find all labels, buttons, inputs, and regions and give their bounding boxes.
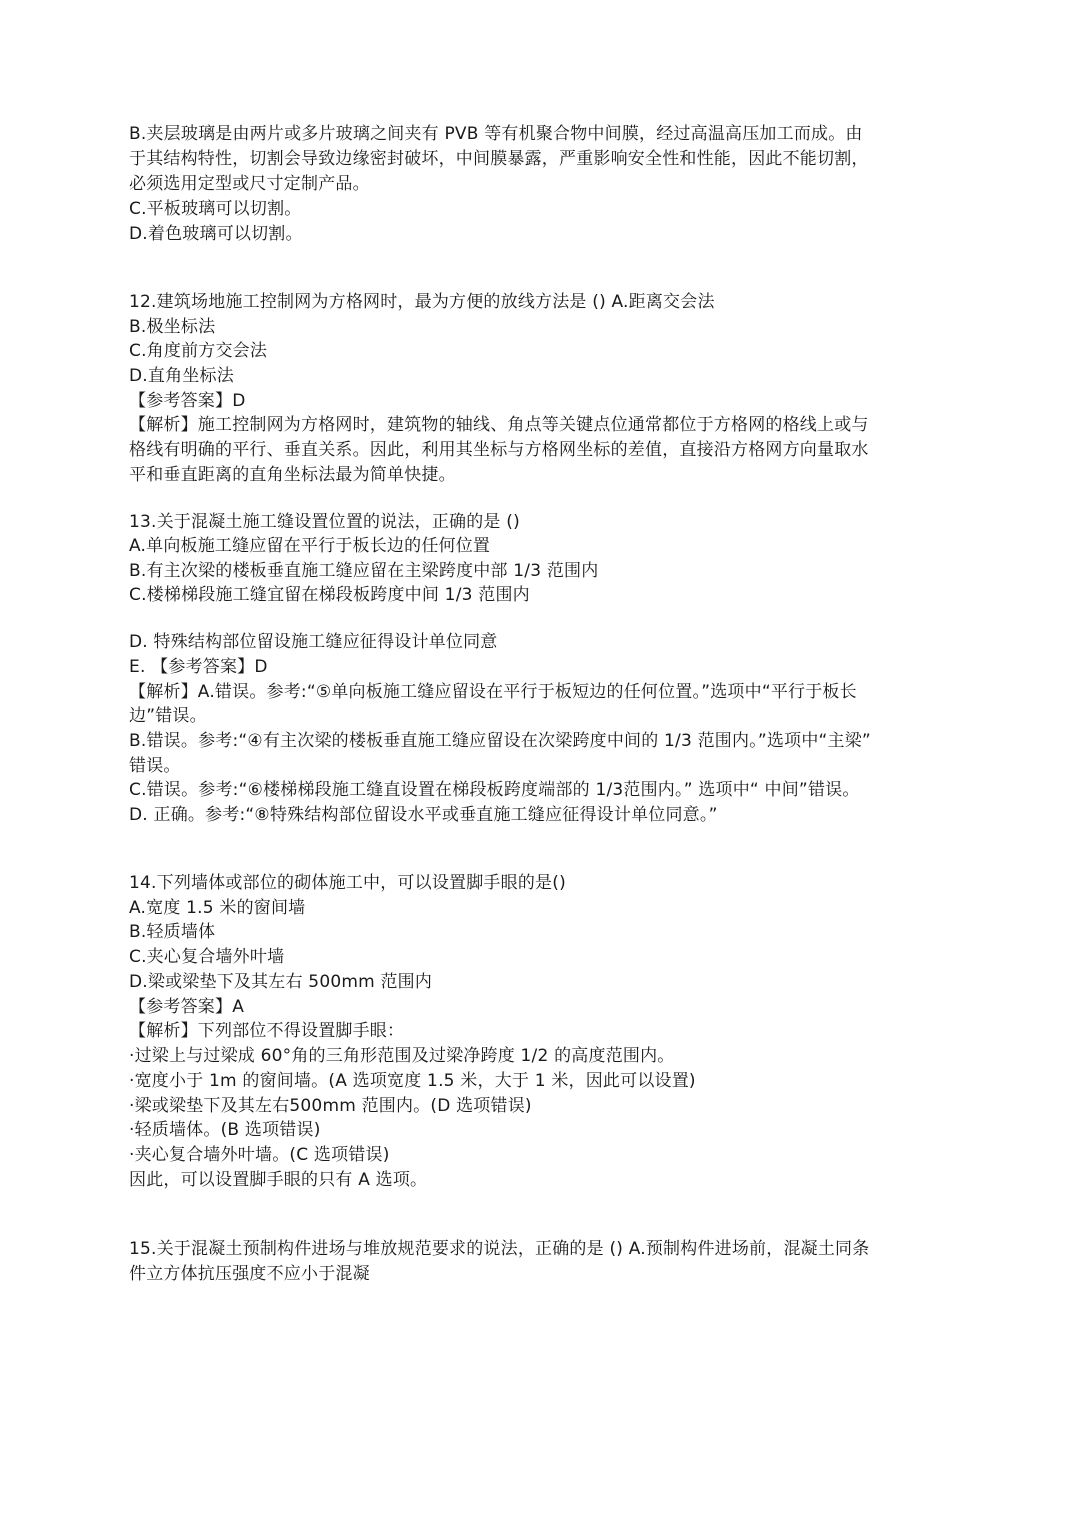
q11-option-d: D.着色玻璃可以切割。 bbox=[129, 224, 303, 244]
q13-analysis-b-line-2: 错误。 bbox=[129, 756, 181, 776]
q13-option-a: A.单向板施工缝应留在平行于板长边的任何位置 bbox=[129, 536, 491, 556]
q14-analysis-item-1: ·过梁上与过梁成 60°角的三角形范围及过梁净跨度 1/2 的高度范围内。 bbox=[129, 1046, 675, 1066]
q12-option-b: B.极坐标法 bbox=[129, 317, 216, 337]
q14-option-c: C.夹心复合墙外叶墙 bbox=[129, 947, 285, 967]
q13-option-b: B.有主次梁的楼板垂直施工缝应留在主梁跨度中部 1/3 范围内 bbox=[129, 561, 599, 581]
q14-analysis-item-2: ·宽度小于 1m 的窗间墙。(A 选项宽度 1.5 米，大于 1 米，因此可以设置) bbox=[129, 1071, 696, 1091]
q13-answer: E. 【参考答案】D bbox=[129, 657, 268, 677]
q13-analysis-b-line-1: B.错误。参考:“④有主次梁的楼板垂直施工缝应留设在次梁跨度中间的 1/3 范围内。”选项中“主梁” bbox=[129, 731, 871, 751]
q14-option-b: B.轻质墙体 bbox=[129, 922, 216, 942]
q14-analysis-item-3: ·梁或梁垫下及其左右500mm 范围内。(D 选项错误) bbox=[129, 1096, 532, 1116]
q14-option-a: A.宽度 1.5 米的窗间墙 bbox=[129, 898, 306, 918]
q14-option-d: D.梁或梁垫下及其左右 500mm 范围内 bbox=[129, 972, 433, 992]
q12-analysis-line-3: 平和垂直距离的直角坐标法最为简单快捷。 bbox=[129, 465, 456, 485]
q11-option-b-line-1: B.夹层玻璃是由两片或多片玻璃之间夹有 PVB 等有机聚合物中间膜，经过高温高压加工而成。由 bbox=[129, 124, 863, 144]
q13-analysis-a-line-1: 【解析】A.错误。参考:“⑤单向板施工缝应留设在平行于板短边的任何位置。”选项中“平行于板长 bbox=[129, 682, 857, 702]
q13-analysis-c: C.错误。参考:“⑥楼梯梯段施工缝直设置在梯段板跨度端部的 1/3范围内。” 选项中“ 中间”错误。 bbox=[129, 780, 860, 800]
q15-question-line-1: 15.关于混凝土预制构件进场与堆放规范要求的说法，正确的是 () A.预制构件进场前，混凝土同条 bbox=[129, 1239, 870, 1259]
q14-analysis-intro: 【解析】下列部位不得设置脚手眼： bbox=[129, 1021, 405, 1041]
q13-question: 13.关于混凝土施工缝设置位置的说法，正确的是 () bbox=[129, 512, 520, 532]
q13-option-d: D. 特殊结构部位留设施工缝应征得设计单位同意 bbox=[129, 632, 498, 652]
q14-analysis-item-5: ·夹心复合墙外叶墙。(C 选项错误) bbox=[129, 1145, 390, 1165]
q14-question: 14.下列墙体或部位的砌体施工中，可以设置脚手眼的是() bbox=[129, 873, 566, 893]
q12-option-d: D.直角坐标法 bbox=[129, 366, 234, 386]
q14-analysis-item-4: ·轻质墙体。(B 选项错误) bbox=[129, 1120, 321, 1140]
q11-option-c: C.平板玻璃可以切割。 bbox=[129, 199, 302, 219]
q14-analysis-conclusion: 因此，可以设置脚手眼的只有 A 选项。 bbox=[129, 1170, 428, 1190]
q11-option-b-line-3: 必须选用定型或尺寸定制产品。 bbox=[129, 174, 370, 194]
q15-question-line-2: 件立方体抗压强度不应小于混凝 bbox=[129, 1264, 370, 1284]
q13-option-c: C.楼梯梯段施工缝宜留在梯段板跨度中间 1/3 范围内 bbox=[129, 585, 530, 605]
q12-answer: 【参考答案】D bbox=[129, 391, 246, 411]
q11-option-b-line-2: 于其结构特性，切割会导致边缘密封破坏，中间膜暴露，严重影响安全性和性能，因此不能切割， bbox=[129, 149, 869, 169]
q13-analysis-d: D. 正确。参考:“⑧特殊结构部位留设水平或垂直施工缝应征得设计单位同意。” bbox=[129, 805, 718, 825]
q13-analysis-a-line-2: 边”错误。 bbox=[129, 706, 207, 726]
q14-answer: 【参考答案】A bbox=[129, 997, 245, 1017]
q12-question: 12.建筑场地施工控制网为方格网时，最为方便的放线方法是 () A.距离交会法 bbox=[129, 292, 715, 312]
q12-analysis-line-1: 【解析】施工控制网为方格网时，建筑物的轴线、角点等关键点位通常都位于方格网的格线上或与 bbox=[129, 415, 869, 435]
q12-analysis-line-2: 格线有明确的平行、垂直关系。因此，利用其坐标与方格网坐标的差值，直接沿方格网方向量取水 bbox=[129, 440, 869, 460]
q12-option-c: C.角度前方交会法 bbox=[129, 341, 268, 361]
